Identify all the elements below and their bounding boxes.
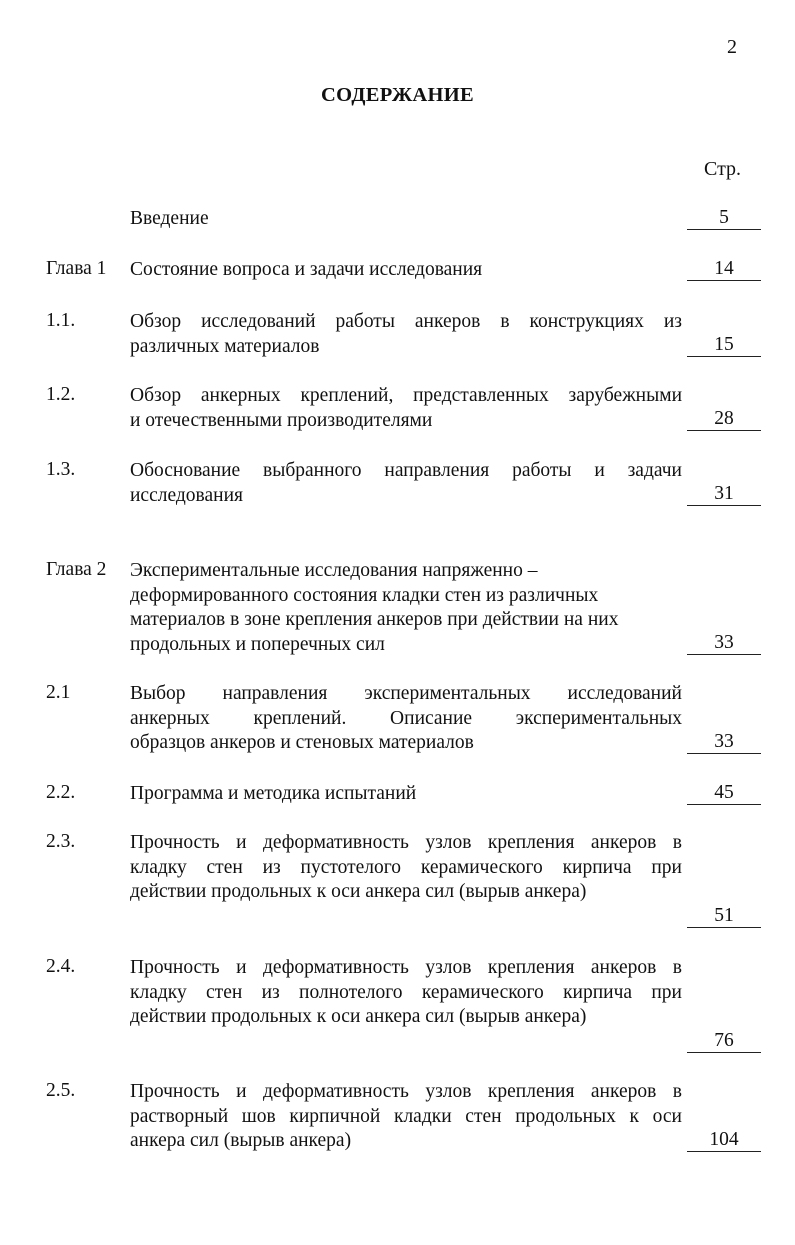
toc-entry-title [130,559,682,657]
toc-entry-number: 2.1 [46,682,71,703]
toc-entry-line: кладку стен из пустотелого керамического кирпича при [130,856,682,878]
toc-entry-number: 2.4. [46,956,76,977]
toc-entry-line: и отечественными производителями [130,409,433,431]
toc-entry-line: растворный шов кирпичной кладки стен продольных к оси [130,1105,682,1127]
toc-entry-page: 28 [687,408,761,431]
toc-entry-title [130,1080,682,1154]
toc-entry-page: 5 [687,207,761,230]
toc-entry-page: 31 [687,483,761,506]
toc-entry-number: 1.3. [46,459,76,480]
toc-entry-line: Прочность и деформативность узлов крепления анкеров в [130,832,682,853]
toc-entry-page: 15 [687,334,761,357]
toc-entry-line: Прочность и деформативность узлов крепления анкеров в [130,957,682,978]
toc-entry-line: деформированного состояния кладки стен из различных [130,584,599,606]
toc-entry-line: Состояние вопроса и задачи исследования [130,259,483,280]
toc-entry-line: исследования [130,484,243,506]
toc-entry-page: 33 [687,632,761,655]
page-number: 2 [727,36,737,58]
toc-entry-line: Обзор анкерных креплений, представленных зарубежными [130,385,682,406]
toc-entry-line: Обзор исследований работы анкеров в конструкциях из [130,311,682,332]
toc-entry-title [130,782,682,807]
toc-entry-line: Программа и методика испытаний [130,783,417,804]
toc-entry-page: 76 [687,1030,761,1053]
toc-entry-title [130,258,682,283]
toc-entry-title [130,682,682,756]
toc-entry-line: Экспериментальные исследования напряженно – [130,560,538,581]
toc-entry-title [130,384,682,433]
toc-entry-title [130,310,682,359]
toc-entry-number: 2.3. [46,831,76,852]
toc-entry-line: анкерных креплений. Описание экспериментальных [130,707,682,729]
toc-entry-line: Прочность и деформативность узлов крепления анкеров в [130,1081,682,1102]
toc-entry-line: кладку стен из полнотелого керамического кирпича при [130,981,682,1003]
toc-entry-number: 1.1. [46,310,76,331]
toc-entry-line: Выбор направления экспериментальных исследований [130,683,682,704]
toc-entry-line: действии продольных к оси анкера сил (вырыв анкера) [130,881,587,902]
toc-entry-line: Введение [130,208,209,229]
pages-column-header: Стр. [704,158,742,180]
toc-entry-number: Глава 2 [46,559,107,580]
toc-entry-line: действии продольных к оси анкера сил (вырыв анкера) [130,1006,587,1027]
toc-entry-title [130,956,682,1030]
toc-entry-number: 2.5. [46,1080,76,1101]
toc-entry-title [130,831,682,905]
toc-entry-page: 14 [687,258,761,281]
toc-entry-page: 45 [687,782,761,805]
toc-entry-number: 2.2. [46,782,76,803]
page-title: СОДЕРЖАНИЕ [321,84,474,106]
toc-entry-line: Обоснование выбранного направления работы и задачи [130,460,682,481]
toc-entry-line: анкера сил (вырыв анкера) [130,1130,352,1151]
toc-entry-title [130,459,682,508]
toc-entry-page: 104 [687,1129,761,1152]
toc-entry-page: 33 [687,731,761,754]
toc-entry-line: различных материалов [130,335,320,357]
toc-entry-line: продольных и поперечных сил [130,633,385,655]
toc-entry-line: образцов анкеров и стеновых материалов [130,732,474,753]
toc-entry-line: материалов в зоне крепления анкеров при действии на них [130,609,619,630]
toc-entry-page: 51 [687,905,761,928]
toc-entry-title [130,207,682,232]
toc-entry-number: 1.2. [46,384,76,405]
toc-entry-number: Глава 1 [46,258,107,279]
